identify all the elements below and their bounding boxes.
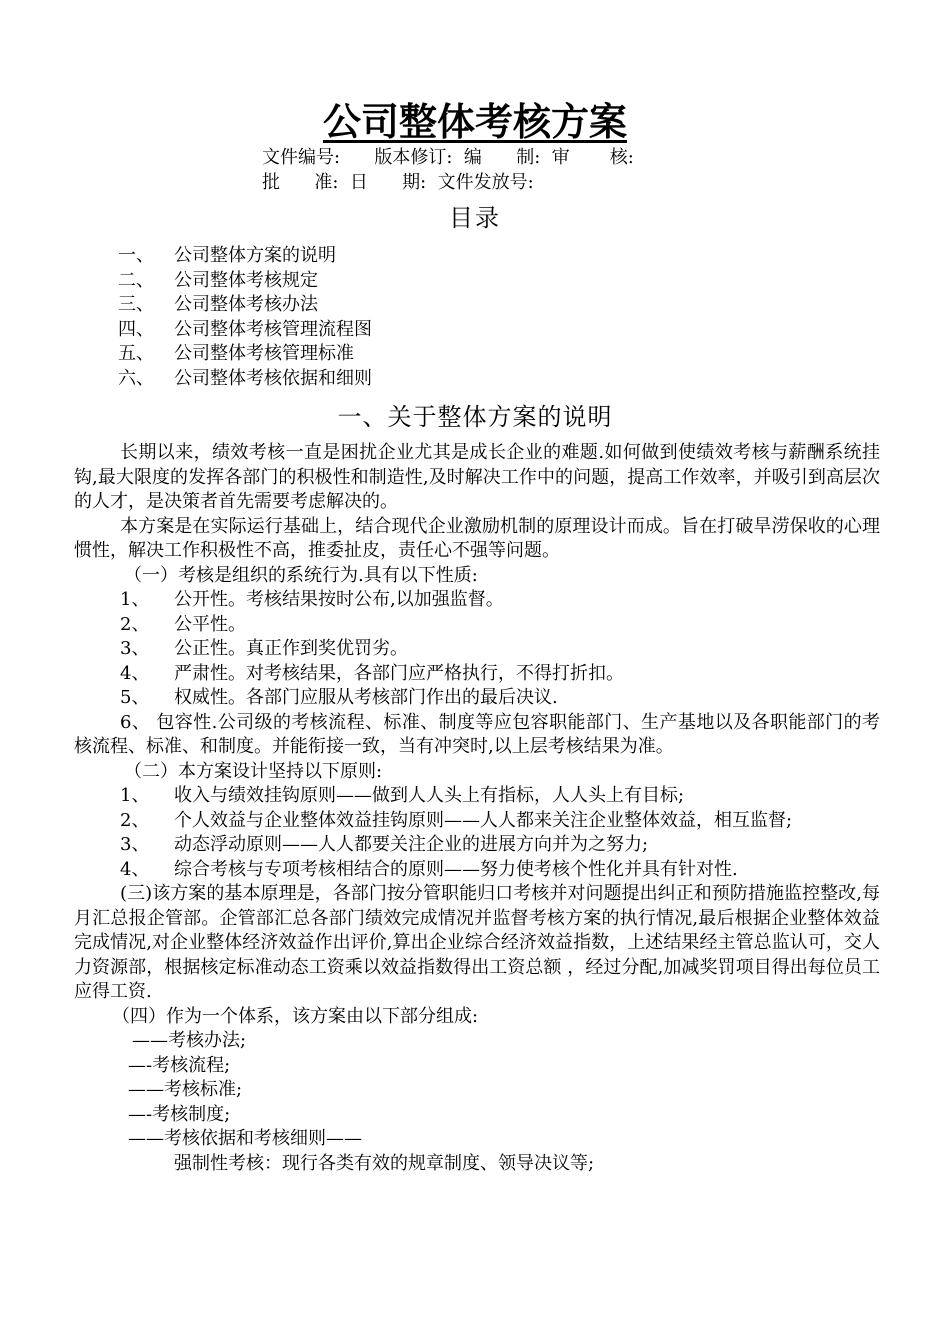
list-item-number: 1、 — [120, 785, 150, 806]
toc-item-label: 公司整体考核管理流程图 — [174, 318, 372, 340]
document-title: 公司整体考核方案 — [322, 100, 627, 144]
list-item-number: 4、 — [120, 858, 150, 880]
toc-item-number: 六、 — [118, 367, 154, 389]
list-item — [74, 613, 880, 638]
list-item-text: 公开性。考核结果按时公布,以加强监督。 — [174, 589, 504, 610]
toc-item-number: 二、 — [118, 269, 154, 291]
list-item — [74, 588, 880, 613]
toc-item — [118, 269, 372, 294]
list-item-text: 权威性。各部门应服从考核部门作出的最后决议. — [174, 687, 558, 708]
list-item-text: 收入与绩效挂钩原则——做到人人头上有指标，人人头上有目标; — [174, 785, 685, 806]
part4-item: ——考核标准; — [128, 1079, 243, 1100]
part4-item: ——考核办法; — [132, 1030, 247, 1051]
list-item-text: 公平性。 — [174, 613, 246, 635]
list-item-number: 1、 — [120, 589, 150, 610]
list-item-text: 公正性。真正作到奖优罚劣。 — [174, 638, 408, 659]
toc-item-number: 一、 — [118, 245, 154, 266]
list-item-number: 3、 — [120, 834, 150, 855]
section-title: 一、关于整体方案的说明 — [337, 403, 613, 431]
list-item-text: 动态浮动原则——人人都要关注企业的进展方向并为之努力; — [174, 834, 649, 855]
list-item-number: 2、 — [120, 809, 150, 831]
list-item — [74, 784, 880, 809]
list-item-text: 个人效益与企业整体效益挂钩原则——人人都来关注企业整体效益，相互监督; — [174, 809, 793, 831]
toc-item — [118, 244, 372, 269]
toc-item-label: 公司整体考核规定 — [174, 269, 318, 291]
list-item-6: 6、 包容性.公司级的考核流程、标准、制度等应包容职能部门、生产基地以及各职能部门的考核流程、标准、和制度。并能衔接一致，当有冲突时,以上层考核结果为准。 — [74, 711, 880, 757]
toc-item — [118, 367, 372, 392]
part3-paragraph: (三)该方案的基本原理是，各部门按分管职能归口考核并对问题提出纠正和预防措施监控整改,每月汇总报企管部。企管部汇总各部门绩效完成情况并监督考核方案的执行情况,最后根据企业整体效益完成情况,对企业整体经济效益作出评价,算出企业综合经济效益指数，上述结果经主管总监认可，交人力资源部，根据核定标准动态工资乘以效益指数得出工资总额 ，经过分配,加减奖罚项目得出每位员工应得工资. — [74, 883, 880, 1002]
list-item — [74, 809, 880, 834]
part4-heading: （四）作为一个体系，该方案由以下部分组成: — [112, 1005, 479, 1027]
toc-item-label: 公司整体考核管理标准 — [174, 343, 354, 364]
list-item-number: 4、 — [120, 662, 150, 684]
toc-item — [118, 293, 372, 318]
list-item — [74, 833, 880, 858]
part4-item: ——考核依据和考核细则—— — [128, 1128, 362, 1149]
toc-item — [118, 318, 372, 343]
list-item-number: 5、 — [120, 687, 150, 708]
toc-item-number: 四、 — [118, 318, 154, 340]
list-item-text: 严肃性。对考核结果，各部门应严格执行，不得打折扣。 — [174, 662, 624, 684]
intro-paragraph-2: 本方案是在实际运行基础上，结合现代企业激励机制的原理设计而成。旨在打破旱涝保收的心理惯性，解决工作积极性不高，推委扯皮，责任心不强等问题。 — [74, 515, 880, 561]
part4-sub-item: 强制性考核：现行各类有效的规章制度、领导决议等; — [174, 1152, 595, 1174]
intro-paragraph-1: 长期以来，绩效考核一直是困扰企业尤其是成长企业的难题.如何做到使绩效考核与薪酬系统挂钩,最大限度的发挥各部门的积极性和制造性,及时解决工作中的问题，提高工作效率，并吸引到高层次的人才，是决策者首先需要考虑解决的。 — [74, 442, 880, 512]
list-item — [74, 637, 880, 662]
toc-item-label: 公司整体考核办法 — [174, 294, 318, 315]
toc-item — [118, 342, 372, 367]
list-item — [74, 662, 880, 687]
list-item-text: 综合考核与专项考核相结合的原则——努力使考核个性化并具有针对性. — [174, 858, 738, 880]
part2-heading: （二）本方案设计坚持以下原则: — [124, 760, 383, 782]
document-meta-line-2: 批 准: 日 期: 文件发放号: — [262, 172, 534, 193]
part4-item: —-考核制度; — [128, 1103, 231, 1125]
list-item-number: 3、 — [120, 638, 150, 659]
toc-item-number: 五、 — [118, 343, 154, 364]
toc-item-number: 三、 — [118, 294, 154, 315]
document-meta-line-1: 文件编号: 版本修订: 编 制: 审 核: — [262, 147, 634, 168]
list-item — [74, 686, 880, 711]
toc-item-label: 公司整体考核依据和细则 — [174, 367, 372, 389]
list-item-number: 2、 — [120, 613, 150, 635]
part4-item: —-考核流程; — [128, 1054, 231, 1076]
toc-item-label: 公司整体方案的说明 — [174, 245, 336, 266]
list-item — [74, 858, 880, 883]
table-of-contents — [118, 244, 372, 391]
section-body — [74, 441, 880, 1176]
toc-title: 目录 — [449, 204, 501, 232]
part1-heading: （一）考核是组织的系统行为.具有以下性质: — [124, 564, 478, 586]
